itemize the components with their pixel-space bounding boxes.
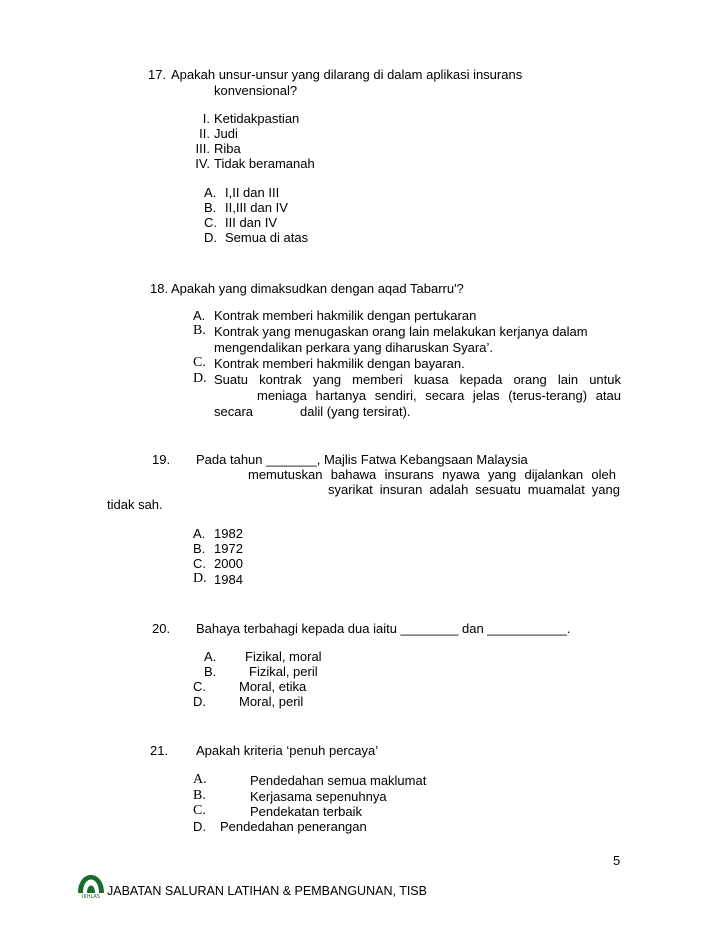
option-text: 1984 [214,572,243,587]
list-item: Riba [214,141,241,156]
option-letter: A. [193,772,207,787]
option-text: 2000 [214,556,243,571]
option-letter: D. [193,694,206,709]
question-number: 19. [152,452,171,467]
option-letter: D. [193,371,207,386]
option-letter: C. [193,355,206,370]
option-letter: C. [204,215,217,230]
option-text: I,II dan III [225,185,280,200]
page-number: 5 [613,853,621,868]
option-text: Fizikal, moral [245,649,322,664]
option-letter: A. [193,308,206,323]
roman-numeral: II. [199,126,210,141]
question-number: 20. [152,621,171,636]
option-text: meniaga hartanya sendiri, secara jelas (terus-terang) atau [257,388,621,403]
option-text: Pendedahan semua maklumat [250,773,427,788]
list-item: Ketidakpastian [214,111,300,126]
question-number: 18. [150,281,169,296]
option-text: Pendedahan penerangan [220,819,367,834]
logo-text: IKHLAS [81,894,101,899]
option-letter: C. [193,556,206,571]
option-text: Kontrak memberi hakmilik dengan pertukaran [214,308,477,323]
option-text: Kontrak yang menugaskan orang lain melakukan kerjanya dalam [214,324,588,339]
option-text: Pendekatan terbaik [250,804,363,819]
question-text: memutuskan bahawa insurans nyawa yang dijalankan oleh [248,467,616,482]
option-text: Moral, etika [239,679,307,694]
question-text: tidak sah. [107,497,163,512]
ikhlas-logo-icon [74,863,108,899]
option-text: Moral, peril [239,694,304,709]
option-text: Semua di atas [225,230,309,245]
option-text: Suatu kontrak yang memberi kuasa kepada orang lain untuk [214,372,621,387]
option-text: Kerjasama sepenuhnya [250,789,387,804]
question-number: 17. [148,67,167,82]
option-text: II,III dan IV [225,200,288,215]
option-letter: D. [193,819,206,834]
option-letter: B. [204,200,217,215]
question-text: Apakah kriteria ‘penuh percaya’ [196,743,379,758]
option-letter: C. [193,679,206,694]
list-item: Judi [214,126,238,141]
roman-numeral: IV. [195,156,210,171]
option-letter: B. [204,664,217,679]
footer-org-name: JABATAN SALURAN LATIHAN & PEMBANGUNAN, TISB [107,884,427,898]
option-letter: C. [193,803,206,818]
option-text: 1982 [214,526,243,541]
roman-numeral: III. [195,141,210,156]
question-text: Bahaya terbahagi kepada dua iaitu ________ dan ___________. [196,621,571,636]
option-letter: B. [193,788,206,803]
option-text: mengendalikan perkara yang diharuskan Syara’. [214,340,493,355]
option-letter: D. [193,571,207,586]
question-text: Apakah yang dimaksudkan dengan aqad Tabarru'? [171,281,464,296]
option-letter: A. [193,526,206,541]
question-text: syarikat insuran adalah sesuatu muamalat yang [328,482,620,497]
list-item: Tidak beramanah [214,156,315,171]
option-text: secara [214,404,254,419]
question-text: konvensional? [214,83,298,98]
question-number: 21. [150,743,169,758]
option-letter: B. [193,541,206,556]
option-text: dalil (yang tersirat). [300,404,411,419]
option-text: 1972 [214,541,243,556]
option-letter: A. [204,185,217,200]
roman-numeral: I. [202,111,210,126]
option-letter: B. [193,323,206,338]
question-text: Apakah unsur-unsur yang dilarang di dalam aplikasi insurans [171,67,523,82]
option-letter: A. [204,649,217,664]
option-text: Fizikal, peril [249,664,318,679]
option-text: Kontrak memberi hakmilik dengan bayaran. [214,356,465,371]
question-text: Pada tahun _______, Majlis Fatwa Kebangsaan Malaysia [196,452,528,467]
option-letter: D. [204,230,217,245]
option-text: III dan IV [225,215,278,230]
